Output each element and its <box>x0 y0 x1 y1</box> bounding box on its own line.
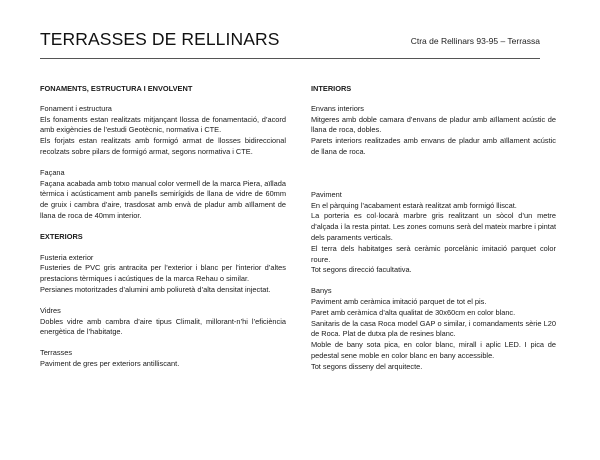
subsection-title-vidres: Vidres <box>40 305 61 315</box>
right-column <box>311 84 556 373</box>
document-address: Ctra de Rellinars 93-95 – Terrassa <box>410 36 540 46</box>
subsection-title-paviment: Paviment <box>311 189 342 199</box>
subsection-title-terrasses: Terrasses <box>40 348 73 358</box>
subsection-title-fonaments: Fonament i estructura <box>40 103 112 113</box>
paragraph-fusteria-1: Fusteries de PVC gris antracita per l’exterior i blanc per l’interior d’altes prestacions tèrmiques i acústiques de la marca Rehau o similar. <box>40 263 286 284</box>
header-divider <box>40 58 540 59</box>
section-heading-fonaments: FONAMENTS, ESTRUCTURA I ENVOLVENT <box>40 84 193 93</box>
subsection-title-facana: Façana <box>40 167 65 177</box>
paragraph-facana: Façana acabada amb totxo manual color vermell de la marca Piera, aïllada tèrmica i acústicament amb panells semirígids de llana de vidre de 60mm de gruix i cambra d’aire, trasdosat amb envà de pladur amb aïllament de llana de roca de 40mm interior. <box>40 178 286 220</box>
paragraph-paviment-3: El terra dels habitatges serà ceràmic porcelànic imitació parquet color roure. <box>311 243 556 264</box>
paragraph-paviment-1: En el pàrquing l’acabament estarà realitzat amb formigó lliscat. <box>311 200 517 210</box>
subsection-title-banys: Banys <box>311 286 332 296</box>
paragraph-fusteria-2: Persianes motoritzades d’alumini amb poliuretà d’alta densitat injectat. <box>40 284 271 294</box>
paragraph-banys-5: Tot segons disseny del arquitecte. <box>311 361 423 371</box>
paragraph-fonaments-2: Els forjats estan realitzats amb formigó armat de llosses bidireccional recolzats sobre pilars de formigó armat, segons normativa i CTE. <box>40 136 286 156</box>
document-title: TERRASSES DE RELLINARS <box>40 29 280 49</box>
paragraph-paviment-4: Tot segons direcció facultativa. <box>311 265 412 275</box>
paragraph-envans-1: Mitgeres amb doble camara d’envans de pladur amb aïllament acústic de llana de roca, dobles. <box>311 114 556 135</box>
subsection-title-envans: Envans interiors <box>311 103 364 113</box>
left-column <box>40 84 286 370</box>
section-heading-interiors: INTERIORS <box>311 84 352 93</box>
paragraph-vidres: Dobles vidre amb cambra d’aire tipus Climalit, millorant-n’hi l’eficiència energètica de l’habitatge. <box>40 316 286 337</box>
paragraph-banys-3: Sanitaris de la casa Roca model GAP o similar, i comandaments sèrie L20 de Roca. Plat de dutxa pla de resines blanc. <box>311 318 556 339</box>
section-heading-exteriors: EXTERIORS <box>40 231 83 241</box>
paragraph-banys-4: Moble de bany sota pica, en color blanc, mirall i aplic LED. I pica de pedestal sene moble en color blanc en bany accessible. <box>311 340 556 360</box>
paragraph-fonaments-1: Els fonaments estan realitzats mitjançant llossa de fonamentació, d’acord amb exigències de l’estudi Geotècnic, normativa i CTE. <box>40 114 286 135</box>
paragraph-banys-2: Paret amb ceràmica d’alta qualitat de 30x60cm en color blanc. <box>311 307 516 317</box>
paragraph-terrasses: Paviment de gres per exteriors antilliscant. <box>40 358 180 368</box>
paragraph-envans-2: Parets interiors realitzades amb envans de pladur amb aïllament acústic de llana de roca. <box>311 136 556 156</box>
subsection-title-fusteria: Fusteria exterior <box>40 252 94 262</box>
paragraph-banys-1: Paviment amb ceràmica imitació parquet de tot el pis. <box>311 296 487 306</box>
paragraph-paviment-2: La porteria es col·locarà marbre gris realitzant un sòcol d’un metre d’alçada i la resta pintat. Les zones comuns serà del mateix marbre i pintat dels paraments verticals. <box>311 211 556 242</box>
